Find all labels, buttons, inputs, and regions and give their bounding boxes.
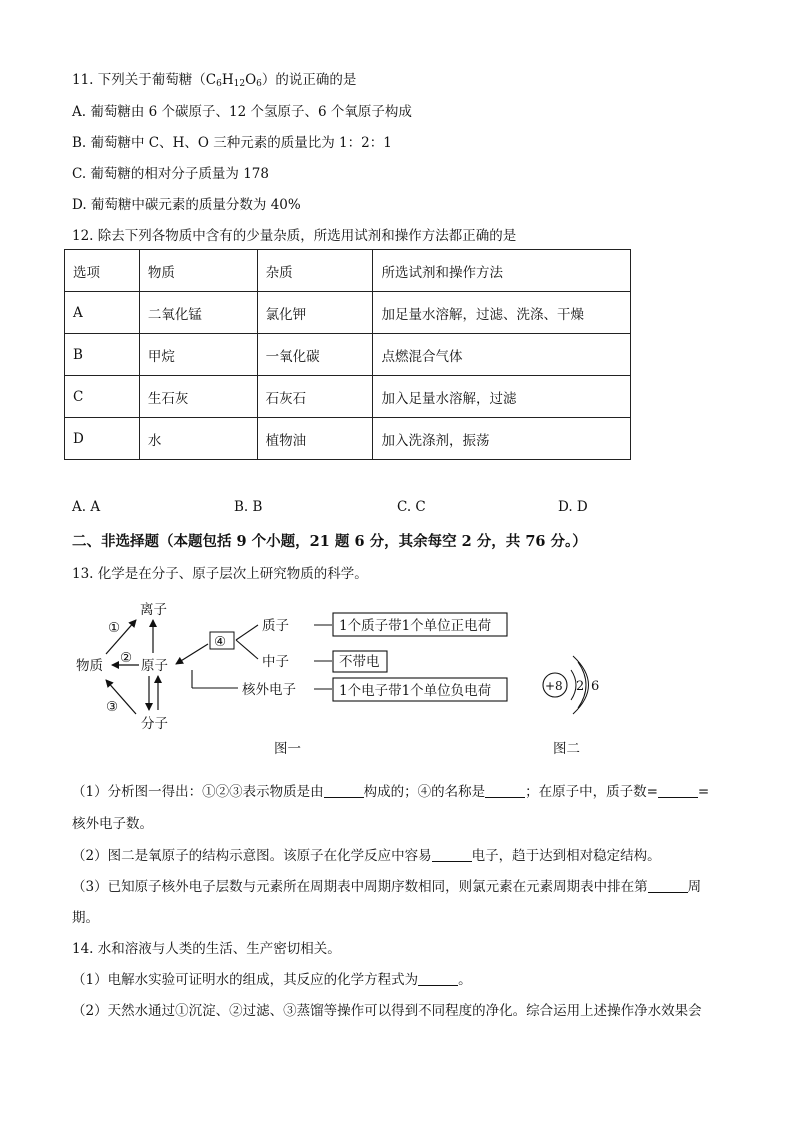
table-cell: 点燃混合气体 <box>373 334 631 376</box>
q11-o: O <box>245 72 257 88</box>
q11-sub3: 6 <box>256 79 262 89</box>
fig1-marker-3: ③ <box>106 699 119 715</box>
table-cell: 石灰石 <box>257 376 373 418</box>
q12-choice-d: D. D <box>558 499 588 515</box>
table-row <box>65 334 631 376</box>
fig1-proton-desc: 1个质子带1个单位正电荷 <box>339 618 492 634</box>
q13-p3-text-a: （3）已知原子核外电子层数与元素所在周期表中周期序数相同，则氯元素在元素周期表中排在第 <box>72 879 648 895</box>
answer-blank[interactable] <box>324 783 364 798</box>
fig1-atom-label: 原子 <box>141 658 168 674</box>
table-cell: 二氧化锰 <box>139 292 257 334</box>
fig1-neutron-label: 中子 <box>262 654 289 670</box>
table-header-cell: 选项 <box>65 250 140 292</box>
section-title: 二、非选择题（本题包括 9 个小题，21 题 6 分，其余每空 2 分，共 76 分。） <box>72 533 587 550</box>
q11-option-a: A. 葡萄糖由 6 个碳原子、12 个氢原子、6 个氧原子构成 <box>72 104 412 120</box>
fig2-nucleus-charge: +8 <box>545 679 563 693</box>
q13-p3-text-b: 周 <box>687 879 702 895</box>
table-cell: B <box>65 334 140 376</box>
table-row <box>65 418 631 460</box>
q11-option-c: C. 葡萄糖的相对分子质量为 178 <box>72 166 269 182</box>
fig1-proton-label: 质子 <box>262 618 289 634</box>
q12-choice-a: A. A <box>72 499 101 515</box>
fig1-ion-label: 离子 <box>140 602 167 618</box>
connector-line <box>236 640 258 659</box>
figure-two <box>543 656 599 757</box>
q13-figures <box>0 590 794 760</box>
q12-stem: 12. 除去下列各物质中含有的少量杂质，所选用试剂和操作方法都正确的是 <box>72 228 517 244</box>
q11-sub2: 12 <box>233 79 246 89</box>
figure-one <box>76 602 507 757</box>
fig1-electron-desc: 1个电子带1个单位负电荷 <box>339 683 492 699</box>
fig1-caption: 图一 <box>274 741 301 757</box>
fig1-substance-label: 物质 <box>76 658 103 674</box>
q13-part1 <box>72 780 722 800</box>
q11-sub1: 6 <box>216 79 222 89</box>
q12-choice-c: C. C <box>397 499 426 515</box>
q12-choice-b: B. B <box>234 499 263 515</box>
q11-option-d: D. 葡萄糖中碳元素的质量分数为 40% <box>72 197 301 213</box>
q12-table <box>64 249 631 460</box>
fig1-electron-label: 核外电子 <box>242 682 296 698</box>
q11-stem-suffix: ）的说正确的是 <box>261 72 357 88</box>
q14-stem: 14. 水和溶液与人类的生活、生产密切相关。 <box>72 941 341 957</box>
table-cell: A <box>65 292 140 334</box>
arrow-box4-to-atom <box>176 644 208 664</box>
q13-p1-text-c: ；在原子中，质子数= <box>525 784 658 800</box>
q13-part3-cont: 期。 <box>72 910 99 926</box>
q11-stem-prefix: 11. 下列关于葡萄糖（C <box>72 72 217 88</box>
q11-h: H <box>221 72 234 88</box>
q13-p1-text-a: （1）分析图一得出：①②③表示物质是由 <box>72 784 324 800</box>
answer-blank[interactable] <box>485 783 525 798</box>
table-cell: 氯化钾 <box>257 292 373 334</box>
table-header-cell: 杂质 <box>257 250 373 292</box>
q13-part2 <box>72 844 661 864</box>
q11-stem <box>72 68 356 89</box>
fig2-shell1: 2 <box>576 679 585 694</box>
table-cell: 加足量水溶解，过滤、洗涤、干燥 <box>373 292 631 334</box>
q13-p2-text-a: （2）图二是氧原子的结构示意图。该原子在化学反应中容易 <box>72 848 432 864</box>
table-cell: 加入足量水溶解，过滤 <box>373 376 631 418</box>
fig2-caption: 图二 <box>553 741 580 757</box>
table-header-cell: 所选试剂和操作方法 <box>373 250 631 292</box>
answer-blank[interactable] <box>648 878 688 893</box>
q14-p1-text-a: （1）电解水实验可证明水的组成，其反应的化学方程式为 <box>72 972 419 988</box>
fig1-marker-4: ④ <box>214 634 227 650</box>
table-cell: D <box>65 418 140 460</box>
fig1-neutron-desc: 不带电 <box>339 654 380 670</box>
table-cell: 甲烷 <box>139 334 257 376</box>
q13-part1-cont: 核外电子数。 <box>72 816 153 832</box>
answer-blank[interactable] <box>418 971 458 986</box>
fig1-marker-1: ① <box>108 620 121 636</box>
fig2-shell2: 6 <box>591 679 600 694</box>
q13-stem: 13. 化学是在分子、原子层次上研究物质的科学。 <box>72 566 368 582</box>
q14-p1-text-b: 。 <box>458 972 472 988</box>
table-cell: 水 <box>139 418 257 460</box>
fig1-molecule-label: 分子 <box>141 716 168 732</box>
table-cell: 植物油 <box>257 418 373 460</box>
table-cell: C <box>65 376 140 418</box>
table-cell: 生石灰 <box>139 376 257 418</box>
q11-option-b: B. 葡萄糖中 C、H、O 三种元素的质量比为 1：2：1 <box>72 135 392 151</box>
connector-line <box>236 625 258 640</box>
q13-p2-text-b: 电子，趋于达到相对稳定结构。 <box>471 848 661 864</box>
fig1-marker-2: ② <box>120 650 133 666</box>
q13-part3 <box>72 875 701 895</box>
q14-part1 <box>72 968 472 988</box>
table-cell: 一氧化碳 <box>257 334 373 376</box>
answer-blank[interactable] <box>432 847 472 862</box>
q13-p1-text-b: 构成的；④的名称是 <box>363 784 486 800</box>
table-header-cell: 物质 <box>139 250 257 292</box>
table-cell: 加入洗涤剂，振荡 <box>373 418 631 460</box>
table-header-row <box>65 250 631 292</box>
q13-p1-text-d: = <box>697 784 710 800</box>
table-row <box>65 376 631 418</box>
answer-blank[interactable] <box>658 783 698 798</box>
q14-part2: （2）天然水通过①沉淀、②过滤、③蒸馏等操作可以得到不同程度的净化。综合运用上述操作净水效果会 <box>72 1003 702 1019</box>
table-row <box>65 292 631 334</box>
